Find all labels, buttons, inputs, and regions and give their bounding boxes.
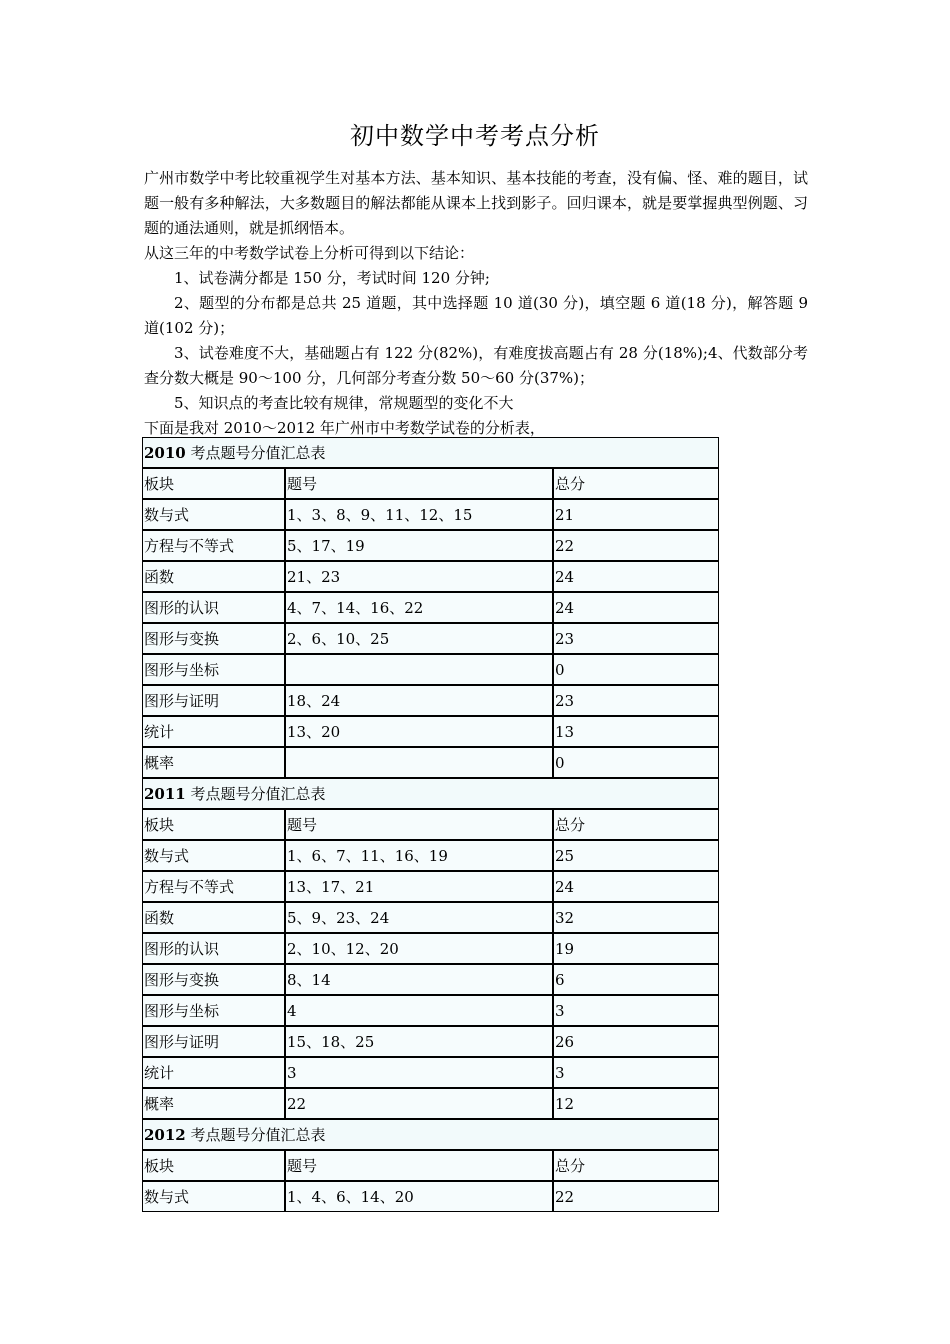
column-header: 总分 bbox=[553, 1150, 719, 1181]
table-row bbox=[142, 1057, 719, 1088]
topic-cell: 数与式 bbox=[142, 499, 285, 530]
table-row bbox=[142, 685, 719, 716]
point-1: 1、试卷满分都是 150 分，考试时间 120 分钟; bbox=[174, 269, 490, 287]
table-row bbox=[142, 716, 719, 747]
topic-cell: 图形的认识 bbox=[142, 933, 285, 964]
point-5: 5、知识点的考查比较有规律，常规题型的变化不大 bbox=[174, 394, 514, 412]
column-header-row bbox=[142, 468, 719, 499]
section-year: 2012 bbox=[144, 1126, 186, 1144]
point-3: 3、试卷难度不大，基础题占有 122 分(82%)，有难度拔高题占有 28 分(18%);4、代数部分考查分数大概是 90～100 分，几何部分考查分数 50～60 分(37%)； bbox=[144, 344, 808, 387]
section-heading-row bbox=[142, 1119, 719, 1150]
total-score-cell: 13 bbox=[553, 716, 719, 747]
question-numbers-cell: 1、4、6、14、20 bbox=[285, 1181, 553, 1212]
section-year: 2011 bbox=[144, 785, 186, 803]
topic-cell: 图形与坐标 bbox=[142, 995, 285, 1026]
topic-cell: 图形与证明 bbox=[142, 685, 285, 716]
topic-cell: 概率 bbox=[142, 747, 285, 778]
total-score-cell: 0 bbox=[553, 747, 719, 778]
question-numbers-cell: 4 bbox=[285, 995, 553, 1026]
question-numbers-cell: 2、10、12、20 bbox=[285, 933, 553, 964]
point-2: 2、题型的分布都是总共 25 道题，其中选择题 10 道(30 分)，填空题 6 道(18 分)，解答题 9 道(102 分)； bbox=[144, 294, 808, 337]
total-score-cell: 23 bbox=[553, 685, 719, 716]
topic-cell: 数与式 bbox=[142, 840, 285, 871]
question-numbers-cell bbox=[285, 654, 553, 685]
topic-cell: 图形与变换 bbox=[142, 964, 285, 995]
topic-cell: 图形的认识 bbox=[142, 592, 285, 623]
total-score-cell: 26 bbox=[553, 1026, 719, 1057]
table-row bbox=[142, 623, 719, 654]
question-numbers-cell: 18、24 bbox=[285, 685, 553, 716]
column-header: 题号 bbox=[285, 468, 553, 499]
document-body bbox=[144, 166, 808, 441]
section-year: 2010 bbox=[144, 444, 186, 462]
section-heading-row bbox=[142, 437, 719, 468]
question-numbers-cell: 3 bbox=[285, 1057, 553, 1088]
total-score-cell: 24 bbox=[553, 871, 719, 902]
total-score-cell: 22 bbox=[553, 530, 719, 561]
question-numbers-cell: 8、14 bbox=[285, 964, 553, 995]
section-heading-row bbox=[142, 778, 719, 809]
question-numbers-cell: 4、7、14、16、22 bbox=[285, 592, 553, 623]
table-row bbox=[142, 1088, 719, 1119]
total-score-cell: 3 bbox=[553, 995, 719, 1026]
column-header-row bbox=[142, 809, 719, 840]
table-row bbox=[142, 747, 719, 778]
section-heading bbox=[142, 437, 719, 468]
column-header: 总分 bbox=[553, 468, 719, 499]
total-score-cell: 3 bbox=[553, 1057, 719, 1088]
table-row bbox=[142, 592, 719, 623]
topic-cell: 统计 bbox=[142, 716, 285, 747]
section-heading-text: 考点题号分值汇总表 bbox=[185, 1126, 326, 1144]
topic-cell: 图形与证明 bbox=[142, 1026, 285, 1057]
column-header: 总分 bbox=[553, 809, 719, 840]
question-numbers-cell: 1、6、7、11、16、19 bbox=[285, 840, 553, 871]
section-heading-text: 考点题号分值汇总表 bbox=[185, 785, 326, 803]
document-title: 初中数学中考考点分析 bbox=[350, 122, 600, 150]
total-score-cell: 19 bbox=[553, 933, 719, 964]
table-row bbox=[142, 933, 719, 964]
total-score-cell: 25 bbox=[553, 840, 719, 871]
column-header: 题号 bbox=[285, 809, 553, 840]
section-heading bbox=[142, 1119, 719, 1150]
column-header: 板块 bbox=[142, 468, 285, 499]
column-header-row bbox=[142, 1150, 719, 1181]
question-numbers-cell: 13、17、21 bbox=[285, 871, 553, 902]
table-row bbox=[142, 840, 719, 871]
section-heading-text: 考点题号分值汇总表 bbox=[185, 444, 326, 462]
total-score-cell: 32 bbox=[553, 902, 719, 933]
intro-paragraph: 广州市数学中考比较重视学生对基本方法、基本知识、基本技能的考查，没有偏、怪、难的题目，试题一般有多种解法，大多数题目的解法都能从课本上找到影子。回归课本，就是要掌握典型例题、习题的通法通则，就是抓纲悟本。 bbox=[144, 169, 808, 237]
question-numbers-cell: 21、23 bbox=[285, 561, 553, 592]
total-score-cell: 22 bbox=[553, 1181, 719, 1212]
table-row bbox=[142, 871, 719, 902]
total-score-cell: 24 bbox=[553, 592, 719, 623]
topic-cell: 概率 bbox=[142, 1088, 285, 1119]
question-numbers-cell: 5、9、23、24 bbox=[285, 902, 553, 933]
total-score-cell: 0 bbox=[553, 654, 719, 685]
question-numbers-cell: 2、6、10、25 bbox=[285, 623, 553, 654]
topic-cell: 函数 bbox=[142, 561, 285, 592]
topic-cell: 数与式 bbox=[142, 1181, 285, 1212]
total-score-cell: 21 bbox=[553, 499, 719, 530]
exam-summary-table bbox=[142, 437, 719, 1212]
section-heading bbox=[142, 778, 719, 809]
question-numbers-cell: 13、20 bbox=[285, 716, 553, 747]
question-numbers-cell: 5、17、19 bbox=[285, 530, 553, 561]
question-numbers-cell bbox=[285, 747, 553, 778]
table-row bbox=[142, 1181, 719, 1212]
topic-cell: 图形与坐标 bbox=[142, 654, 285, 685]
topic-cell: 图形与变换 bbox=[142, 623, 285, 654]
total-score-cell: 6 bbox=[553, 964, 719, 995]
total-score-cell: 23 bbox=[553, 623, 719, 654]
table-row bbox=[142, 902, 719, 933]
table-lead: 下面是我对 2010～2012 年广州市中考数学试卷的分析表， bbox=[144, 419, 545, 437]
table-row bbox=[142, 995, 719, 1026]
topic-cell: 方程与不等式 bbox=[142, 871, 285, 902]
table-row bbox=[142, 1026, 719, 1057]
question-numbers-cell: 22 bbox=[285, 1088, 553, 1119]
column-header: 板块 bbox=[142, 809, 285, 840]
topic-cell: 函数 bbox=[142, 902, 285, 933]
total-score-cell: 24 bbox=[553, 561, 719, 592]
table-row bbox=[142, 530, 719, 561]
table-row bbox=[142, 964, 719, 995]
question-numbers-cell: 15、18、25 bbox=[285, 1026, 553, 1057]
topic-cell: 统计 bbox=[142, 1057, 285, 1088]
question-numbers-cell: 1、3、8、9、11、12、15 bbox=[285, 499, 553, 530]
table-row bbox=[142, 654, 719, 685]
column-header: 板块 bbox=[142, 1150, 285, 1181]
column-header: 题号 bbox=[285, 1150, 553, 1181]
table-row bbox=[142, 561, 719, 592]
total-score-cell: 12 bbox=[553, 1088, 719, 1119]
table-row bbox=[142, 499, 719, 530]
conclusion-lead: 从这三年的中考数学试卷上分析可得到以下结论： bbox=[144, 244, 475, 262]
topic-cell: 方程与不等式 bbox=[142, 530, 285, 561]
